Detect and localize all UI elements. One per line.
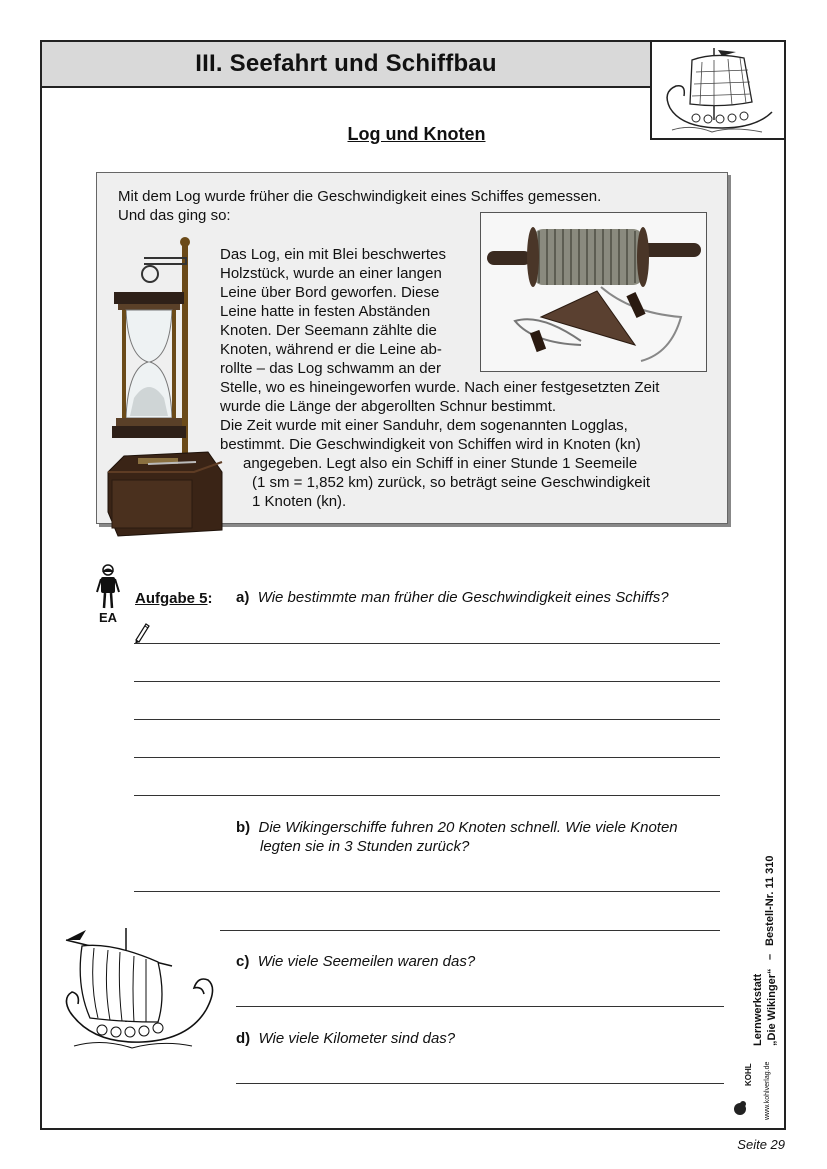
answer-line-a[interactable] — [134, 757, 720, 758]
question-b-text-2: legten sie in 3 Stunden zurück? — [260, 838, 470, 855]
publisher-website: www.kohlverlag.de — [764, 1061, 771, 1120]
info-text-line: Stelle, wo es hineingeworfen wurde. Nach einer festgesetzten Zeit — [220, 379, 660, 396]
viking-ship-drawing — [62, 926, 218, 1050]
info-text-line: bestimmt. Die Geschwindigkeit von Schiffen wird in Knoten (kn) — [220, 436, 641, 453]
info-text-line: Leine über Bord geworfen. Diese — [220, 284, 440, 301]
workshop-title: „Die Wikinger“ — [766, 968, 778, 1046]
info-text-line: Knoten, während er die Leine ab- — [220, 341, 442, 358]
question-a-text: Wie bestimmte man früher die Geschwindigkeit eines Schiffs? — [257, 589, 669, 606]
question-a — [236, 588, 669, 608]
info-text-line: Knoten. Der Seemann zählte die — [220, 322, 437, 339]
log-reel-photo — [480, 212, 707, 372]
page-title: III. Seefahrt und Schiffbau — [195, 50, 497, 77]
hourglass-image — [104, 236, 228, 538]
question-b-text-1: Die Wikingerschiffe fuhren 20 Knoten schnell. Wie viele Knoten — [258, 819, 678, 836]
question-c-text: Wie viele Seemeilen waren das? — [257, 953, 476, 970]
single-work-person-icon — [96, 564, 120, 610]
answer-line-d[interactable] — [236, 1083, 724, 1084]
hourglass-icon — [104, 236, 228, 538]
answer-line-a[interactable] — [134, 719, 720, 720]
pencil-icon — [132, 620, 150, 644]
answer-line-b[interactable] — [134, 891, 720, 892]
info-text-line: Die Zeit wurde mit einer Sanduhr, dem sogenannten Logglas, — [220, 417, 628, 434]
info-text-line: rollte – das Log schwamm an der — [220, 360, 441, 377]
ea-label: EA — [99, 610, 118, 625]
sidebar-dash: – — [764, 953, 776, 960]
task-heading — [135, 590, 213, 607]
info-text-line: wurde die Länge der abgerollten Schnur bestimmt. — [220, 398, 557, 415]
question-c-letter: c) — [236, 953, 250, 970]
publisher-logo-icon — [732, 1100, 748, 1116]
question-d-text: Wie viele Kilometer sind das? — [258, 1030, 456, 1047]
order-number: Bestell-Nr. 11 310 — [764, 855, 776, 946]
info-text-line: Das Log, ein mit Blei beschwertes — [220, 246, 446, 263]
question-c — [236, 952, 475, 972]
info-text-line: angegeben. Legt also ein Schiff in einer Stunde 1 Seemeile — [243, 455, 638, 472]
question-d — [236, 1029, 455, 1049]
section-title: Log und Knoten — [347, 124, 486, 144]
question-a-letter: a) — [236, 589, 250, 606]
info-text-line: Holzstück, wurde an einer langen — [220, 265, 442, 282]
question-d-letter: d) — [236, 1030, 251, 1047]
answer-line-b[interactable] — [220, 930, 720, 931]
answer-line-c[interactable] — [236, 1006, 724, 1007]
publisher-name: KOHL — [744, 1063, 753, 1086]
info-intro-line-1: Mit dem Log wurde früher die Geschwindigkeit eines Schiffes gemessen. — [118, 188, 602, 205]
info-text-line: 1 Knoten (kn). — [252, 493, 347, 510]
answer-line-a[interactable] — [134, 795, 720, 796]
task-label: Aufgabe 5 — [135, 590, 208, 607]
log-reel-icon — [481, 213, 707, 372]
page-number: Seite 29 — [737, 1137, 785, 1152]
info-intro-line-2: Und das ging so: — [118, 207, 231, 224]
question-b — [236, 818, 678, 838]
info-text-line: (1 sm = 1,852 km) zurück, so beträgt seine Geschwindigkeit — [252, 474, 651, 491]
task-label-colon: : — [207, 590, 213, 607]
question-b-letter: b) — [236, 819, 251, 836]
workshop-label: Lernwerkstatt — [752, 973, 764, 1046]
question-b-line-2 — [260, 837, 469, 857]
answer-line-a[interactable] — [134, 643, 720, 644]
answer-line-a[interactable] — [134, 681, 720, 682]
publisher-sidebar — [742, 850, 786, 1120]
info-text-line: Leine hatte in festen Abständen — [220, 303, 431, 320]
title-bar — [40, 40, 652, 88]
